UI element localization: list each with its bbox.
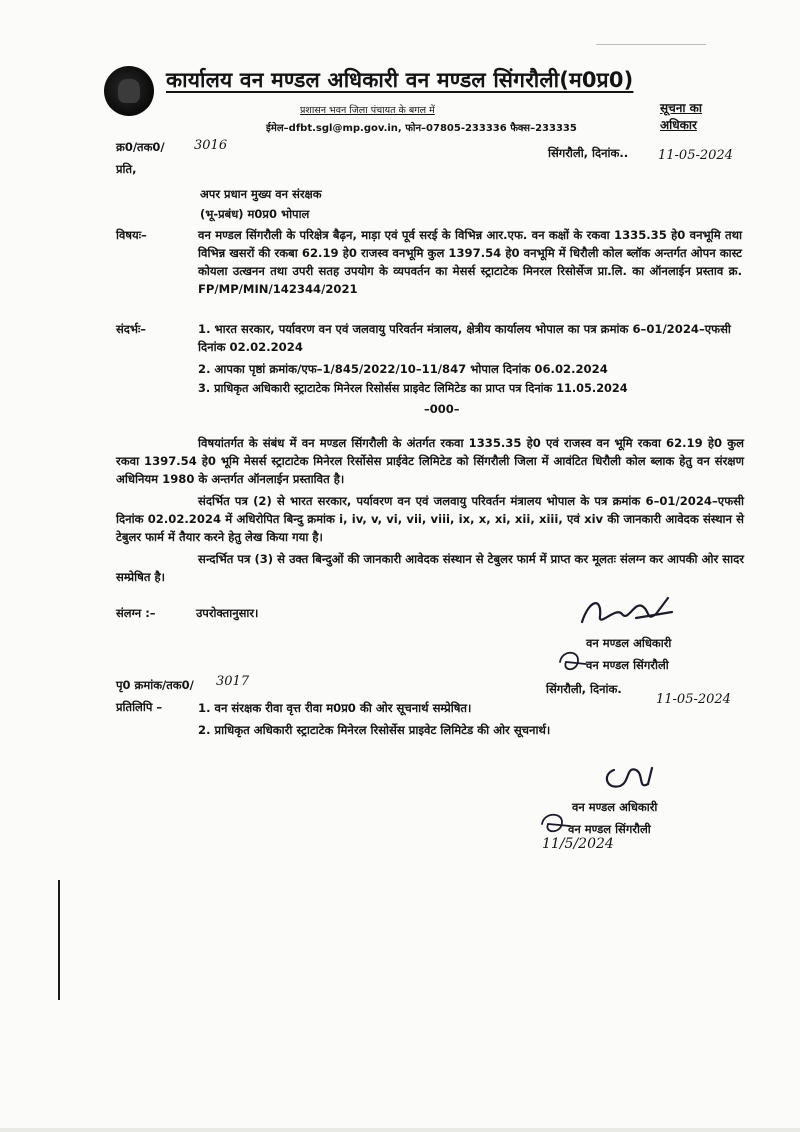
emblem-logo (104, 66, 154, 116)
recipient-line2: (भू-प्रबंध) म0प्र0 भोपाल (200, 207, 310, 221)
handwritten-signature-1 (576, 592, 686, 632)
copy-2: 2. प्राधिकृत अधिकारी स्ट्राटाटेक मिनेरल रिसोर्सेस प्राइवेट लिमिटेड की ओर सूचनार्थ। (198, 723, 551, 737)
subject-label: विषयः– (116, 228, 147, 242)
signature2-designation: वन मण्डल अधिकारी (572, 800, 658, 814)
office-title: कार्यालय वन मण्डल अधिकारी वन मण्डल सिंगरौली(म0प्र0) (166, 68, 634, 92)
reference-3: 3. प्राधिकृत अधिकारी स्ट्राटाटेक मिनेरल रिसोर्सस प्राइवेट लिमिटेड का प्राप्त पत्र दिनांक 11.05.2024 (198, 382, 628, 395)
enclosure-label: संलग्न :– (116, 606, 156, 620)
initial-mark-1 (556, 648, 590, 676)
paragraph-2: संदर्भित पत्र (2) से भारत सरकार, पर्यावरण वन एवं जलवायु परिवर्तन मंत्रालय भोपाल के पत्र क्रमांक 6–01/2024–एफसी दिनांक 02.02.2024 में अधिरोपित बिन्दु क्रमांक i, iv, v, vi, vii, viii, ix, x, xi, xii, xiii, एवं xiv की जानकारी आवेदक संस्थान से टेबुलर फार्म में तैयार करने हेतु लेख किया गया है। (116, 494, 744, 544)
reference-1: 1. भारत सरकार, पर्यावरण वन एवं जलवायु परिवर्तन मंत्रालय, क्षेत्रीय कार्यालय भोपाल का पत्र क्रमांक 6–01/2024–एफसी दिनांक 02.02.2024 (198, 322, 731, 354)
place-date-label: सिंगरौली, दिनांक.. (548, 146, 629, 160)
office-contact: ईमेल–dfbt.sgl@mp.gov.in, फोन–07805-233336 फैक्स–233335 (266, 123, 577, 134)
signature2-date: 11/5/2024 (542, 836, 614, 852)
paragraph-3: सन्दर्भित पत्र (3) से उक्त बिन्दुओं की जानकारी आवेदक संस्थान से टेबुलर फार्म में प्राप्त कर मूलतः संलग्न कर आपकी ओर सादर सम्प्रेषित है। (116, 552, 744, 584)
to-label: प्रति, (116, 162, 137, 176)
enclosure-text: उपरोक्तानुसार। (196, 606, 259, 620)
signature1-office: वन मण्डल सिंगरौली (586, 658, 669, 672)
endorsement-place-date: सिंगरौली, दिनांक. (546, 682, 622, 696)
signature1-designation: वन मण्डल अधिकारी (586, 636, 672, 650)
reference-2: 2. आपका पृष्ठां क्रमांक/एफ–1/845/2022/10–11/847 भोपाल दिनांक 06.02.2024 (198, 362, 608, 376)
ref-label: क्र0/तक0/ (116, 140, 165, 154)
ref-number: 3016 (194, 138, 228, 153)
office-address: प्रशासन भवन जिला पंचायत के बगल में (300, 105, 435, 116)
initial-mark-2 (538, 810, 574, 838)
subject-text: वन मण्डल सिंगरौली के परिक्षेत्र बैढ़न, माड़ा एवं पूर्व सरई के विभिन्न आर.एफ. वन कक्षों के रकवा 1335.35 हे0 वनभूमि तथा विभिन्न खसरों की रकबा 62.19 हे0 राजस्व वनभूमि कुल 1397.54 हे0 वनभूमि में धिरौली कोल ब्लॉक अन्तर्गत ओपन कास्ट कोयला उत्खनन तथा उपरी सतह उपयोग के व्यपवर्तन का मेसर्स स्ट्राटाटेक मिनरल रिसोर्सेज प्रा.लि. का ऑनलाईन प्रस्ताव क्र. FP/MP/MIN/142344/2021 (198, 228, 742, 296)
scan-edge-line (58, 880, 60, 1000)
endorsement-ref-number: 3017 (216, 674, 250, 689)
copy-label: प्रतिलिपि – (116, 700, 163, 714)
paragraph-1: विषयांतर्गत के संबंध में वन मण्डल सिंगरौली के अंतर्गत रकवा 1335.35 हे0 एवं राजस्व वन भूमि रकवा 62.19 हे0 कुल रकवा 1397.54 हे0 भूमि मेसर्स स्ट्राटाटेक मिनेरल रिर्सोसेस प्राईवेट लिमिटेड को सिंगरौली जिला में आवंटित धिरौली कोल ब्लाक हेतु वन संरक्षण अधिनियम 1980 के अन्तर्गत ऑनलाईन प्रस्तावित है। (116, 436, 744, 486)
scan-bottom-edge (0, 1128, 800, 1132)
handwritten-signature-2 (600, 760, 660, 794)
recipient-line1: अपर प्रधान मुख्य वन संरक्षक (200, 187, 322, 201)
separator: –000– (424, 402, 460, 416)
letter-date: 11-05-2024 (658, 148, 733, 163)
endorsement-ref-label: पृ0 क्रमांक/तक0/ (116, 678, 194, 692)
reference-label: संदर्भः– (116, 322, 147, 336)
endorsement-date: 11-05-2024 (656, 692, 731, 707)
signature2-office: वन मण्डल सिंगरौली (568, 822, 651, 836)
scan-top-mark (596, 44, 706, 45)
copy-1: 1. वन संरक्षक रीवा वृत्त रीवा म0प्र0 की ओर सूचनार्थ सम्प्रेषित। (198, 701, 472, 715)
rti-stamp: सूचना का अधिकार (660, 101, 703, 132)
